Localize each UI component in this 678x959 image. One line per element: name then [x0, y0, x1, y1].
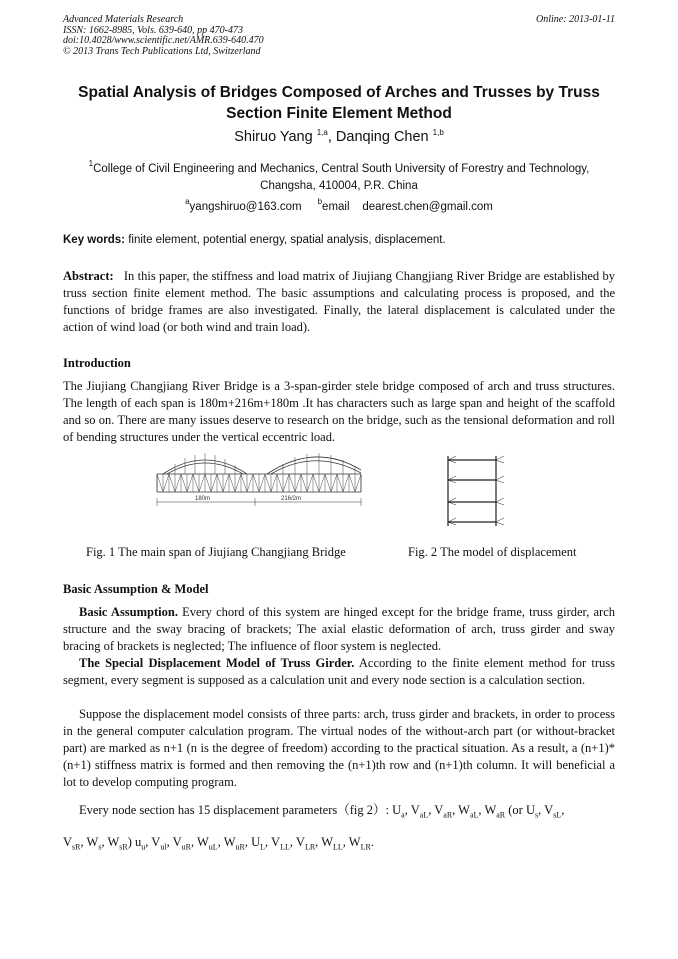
- email-line: [63, 197, 615, 213]
- parameter-subscript: aR: [443, 810, 453, 820]
- keywords-text: finite element, potential energy, spatial analysis, displacement.: [125, 234, 446, 246]
- figure-2-displacement-model: [438, 450, 518, 530]
- parameter-symbol: , W: [217, 834, 236, 849]
- journal-header: [63, 15, 615, 57]
- parameter-subscript: L: [260, 842, 266, 851]
- author-separator: ,: [327, 129, 336, 145]
- parameter-subscript: u: [141, 842, 146, 851]
- introduction-paragraph: The Jiujiang Changjiang River Bridge is a 3-span-girder stele bridge composed of arch and truss structures. The length of each span is 180m+216m+180m .It has characters such as large span and height of the scaffold and so on. There are many issues deserve to research on the bridge, such as the tensional deformation and roll of bending structures under the vertical eccentric load.: [63, 379, 615, 444]
- paper-title: [50, 82, 628, 124]
- figure-1-bridge-span: [155, 452, 365, 514]
- parameter-subscript: LR: [360, 842, 371, 851]
- parameter-subscript: LL: [280, 842, 290, 851]
- parameter-symbol: , W: [315, 834, 333, 849]
- parameter-subscript: sR: [72, 842, 81, 851]
- parameter-symbol: , V: [145, 834, 161, 849]
- parameter-subscript: sR: [119, 842, 128, 851]
- parameter-subscript: uL: [208, 842, 218, 851]
- parameters-line-2-start: V: [63, 834, 73, 849]
- section-heading-introduction: Introduction: [63, 356, 131, 370]
- abstract: [63, 268, 619, 336]
- figure-1-span-label-right: 216/2m: [281, 496, 302, 502]
- email-b-sup: b: [317, 197, 323, 206]
- displacement-model-paragraph: [63, 655, 615, 689]
- figure-2-caption: Fig. 2 The model of displacement: [408, 545, 577, 559]
- displacement-model-text: According to the finite element method for truss segment, every segment is supposed as a calculation unit and every node section is a calculation section.: [63, 656, 615, 687]
- parameter-symbol: , W: [190, 834, 209, 849]
- abstract-text: In this paper, the stiffness and load matrix of Jiujiang Changjiang River Bridge are established by truss section finite element method. The basic assumptions and calculating process is proposed, and the functions of bridge frames are also investigated. Finally, the lateral displacement is calculated under the action of wind load (or both wind and train load).: [63, 269, 619, 334]
- journal-doi: doi:10.4028/www.scientific.net/AMR.639-640.470: [63, 35, 264, 46]
- affiliation-line-2: Changsha, 410004, P.R. China: [260, 180, 418, 192]
- parameter-symbol: , V: [404, 803, 420, 817]
- email-a[interactable]: yangshiruo@163.com: [189, 201, 302, 213]
- affiliation-sup: 1: [88, 159, 94, 168]
- virtual-nodes-paragraph: Suppose the displacement model consists of three parts: arch, truss girder and brackets, in order to process in the general computer calculation program. The virtual nodes of the without-arch part (or without-bracket part) are marked as n+1 (n is the degree of freedom) according to the practical situation. As a result, a (n+1)*(n+1) stiffness matrix is formed and then removing the (n+1)th row and (n+1)th column. It will beneficial a lot to develop computing program.: [63, 707, 615, 789]
- parameter-symbol: , W: [452, 803, 470, 817]
- author-1: Shiruo Yang: [234, 129, 313, 145]
- displacement-model-label: The Special Displacement Model of Truss Girder.: [79, 656, 355, 670]
- parameter-symbol: , V: [265, 834, 281, 849]
- parameters-intro: Every node section has 15 displacement parameters（fig 2）: U: [79, 803, 402, 817]
- title-line-2: Section Finite Element Method: [226, 105, 452, 122]
- author-2-sup: 1,b: [432, 128, 444, 137]
- email-a-sup: a: [185, 197, 190, 206]
- parameter-symbol: ,: [561, 803, 565, 817]
- parameter-subscript: s: [535, 810, 539, 820]
- parameter-subscript: uR: [235, 842, 245, 851]
- parameter-symbol: , V: [428, 803, 444, 817]
- affiliation: [63, 155, 615, 195]
- parameters-line-2-wrap: [47, 829, 374, 861]
- journal-copyright: © 2013 Trans Tech Publications Ltd, Switzerland: [63, 45, 261, 57]
- parameter-symbol: , V: [289, 834, 305, 849]
- basic-assumption-paragraph: [63, 604, 615, 655]
- email-b-label: email: [322, 201, 350, 213]
- affiliation-line-1: College of Civil Engineering and Mechanics, Central South University of Forestry and Technology,: [93, 163, 590, 175]
- parameter-subscript: uR: [181, 842, 191, 851]
- basic-assumption-label: Basic Assumption.: [79, 605, 178, 619]
- parameter-subscript: aR: [496, 810, 506, 820]
- parameter-symbol: , V: [166, 834, 182, 849]
- abstract-label: Abstract:: [63, 269, 114, 283]
- journal-issn: ISSN: 1662-8985, Vols. 639-640, pp 470-473: [63, 24, 243, 36]
- parameters-line-1: [401, 803, 565, 820]
- parameter-subscript: ul: [160, 842, 167, 851]
- parameter-symbol: , W: [101, 834, 120, 849]
- parameter-symbol: , V: [538, 803, 554, 817]
- journal-name: Advanced Materials Research: [63, 14, 184, 25]
- displacement-parameters-paragraph: [63, 797, 615, 860]
- parameter-subscript: aL: [469, 810, 479, 820]
- parameter-symbol: .: [370, 834, 374, 849]
- author-list: [50, 128, 628, 145]
- parameters-line-2: [72, 835, 374, 849]
- figure-1-span-label-left: 180m: [195, 496, 211, 502]
- title-line-1: Spatial Analysis of Bridges Composed of Arches and Trusses by Truss: [78, 84, 600, 101]
- basic-assumption-text: Every chord of this system are hinged except for the bridge frame, truss girder, arch structure and the sway bracing of brackets; The axial elastic deformation of arch, truss girder and sway bracing of brackets is neglected; The influence of floor system is neglected.: [63, 605, 615, 653]
- figure-1-caption: Fig. 1 The main span of Jiujiang Changjiang Bridge: [86, 545, 346, 559]
- parameter-subscript: LL: [333, 842, 343, 851]
- keywords: [63, 234, 615, 246]
- keywords-label: Key words:: [63, 234, 125, 246]
- parameter-symbol: , W: [342, 834, 361, 849]
- parameter-symbol: (or U: [505, 803, 535, 817]
- parameter-symbol: , W: [80, 834, 99, 849]
- truss-members: [157, 453, 361, 492]
- email-b[interactable]: dearest.chen@gmail.com: [362, 201, 493, 213]
- parameter-subscript: LR: [304, 842, 316, 851]
- parameter-subscript: s: [98, 842, 102, 851]
- parameter-symbol: , W: [478, 803, 497, 817]
- parameter-symbol: , U: [244, 834, 261, 849]
- parameter-subscript: aL: [419, 810, 429, 820]
- author-2: Danqing Chen: [335, 129, 429, 145]
- author-1-sup: 1,a: [316, 128, 328, 137]
- online-date: Online: 2013-01-11: [536, 14, 615, 25]
- parameter-symbol: ) u: [127, 834, 142, 849]
- parameter-subscript: sL: [553, 810, 562, 820]
- parameter-subscript: a: [401, 810, 405, 820]
- section-heading-basic-assumption: Basic Assumption & Model: [63, 582, 209, 596]
